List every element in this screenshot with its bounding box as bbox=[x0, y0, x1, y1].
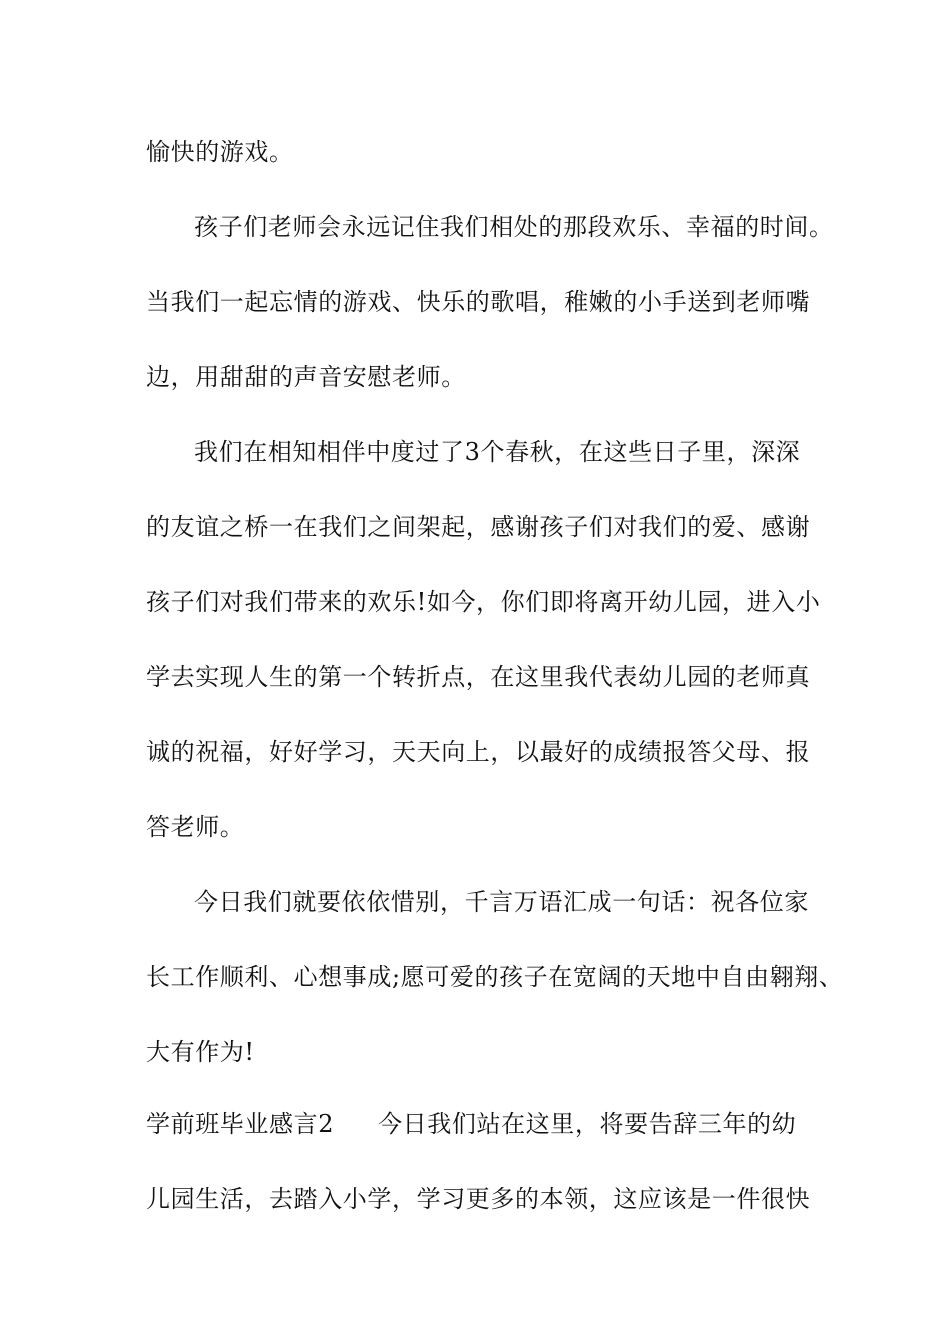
text-line: 当我们一起忘情的游戏、快乐的歌唱，稚嫩的小手送到老师嘴 bbox=[146, 288, 811, 316]
paragraph-start: 孩子们老师会永远记住我们相处的那段欢乐、幸福的时间。 bbox=[194, 213, 834, 241]
text-line: 愉快的游戏。 bbox=[146, 138, 294, 166]
text-line: 诚的祝福，好好学习，天天向上，以最好的成绩报答父母、报 bbox=[146, 738, 811, 766]
text-line: 的友谊之桥一在我们之间架起，感谢孩子们对我们的爱、感谢 bbox=[146, 513, 811, 541]
paragraph-start: 今日我们就要依依惜别，千言万语汇成一句话：祝各位家 bbox=[194, 888, 809, 916]
text-line: 答老师。 bbox=[146, 813, 245, 841]
section-heading: 学前班毕业感言2 bbox=[146, 1110, 335, 1138]
text-line: 学去实现人生的第一个转折点，在这里我代表幼儿园的老师真 bbox=[146, 663, 811, 691]
text-line: 孩子们对我们带来的欢乐!如今，你们即将离开幼儿园，进入小 bbox=[146, 588, 821, 616]
paragraph-start: 我们在相知相伴中度过了3个春秋，在这些日子里，深深 bbox=[194, 438, 801, 466]
text-line: 儿园生活，去踏入小学，学习更多的本领，这应该是一件很快 bbox=[146, 1185, 811, 1213]
section-heading-line bbox=[146, 1109, 796, 1139]
section-text: 今日我们站在这里，将要告辞三年的幼 bbox=[378, 1110, 797, 1138]
text-line: 长工作顺利、心想事成;愿可爱的孩子在宽阔的天地中自由翱翔、 bbox=[146, 963, 844, 991]
text-line: 边，用甜甜的声音安慰老师。 bbox=[146, 363, 466, 391]
text-line: 大有作为! bbox=[146, 1038, 255, 1066]
